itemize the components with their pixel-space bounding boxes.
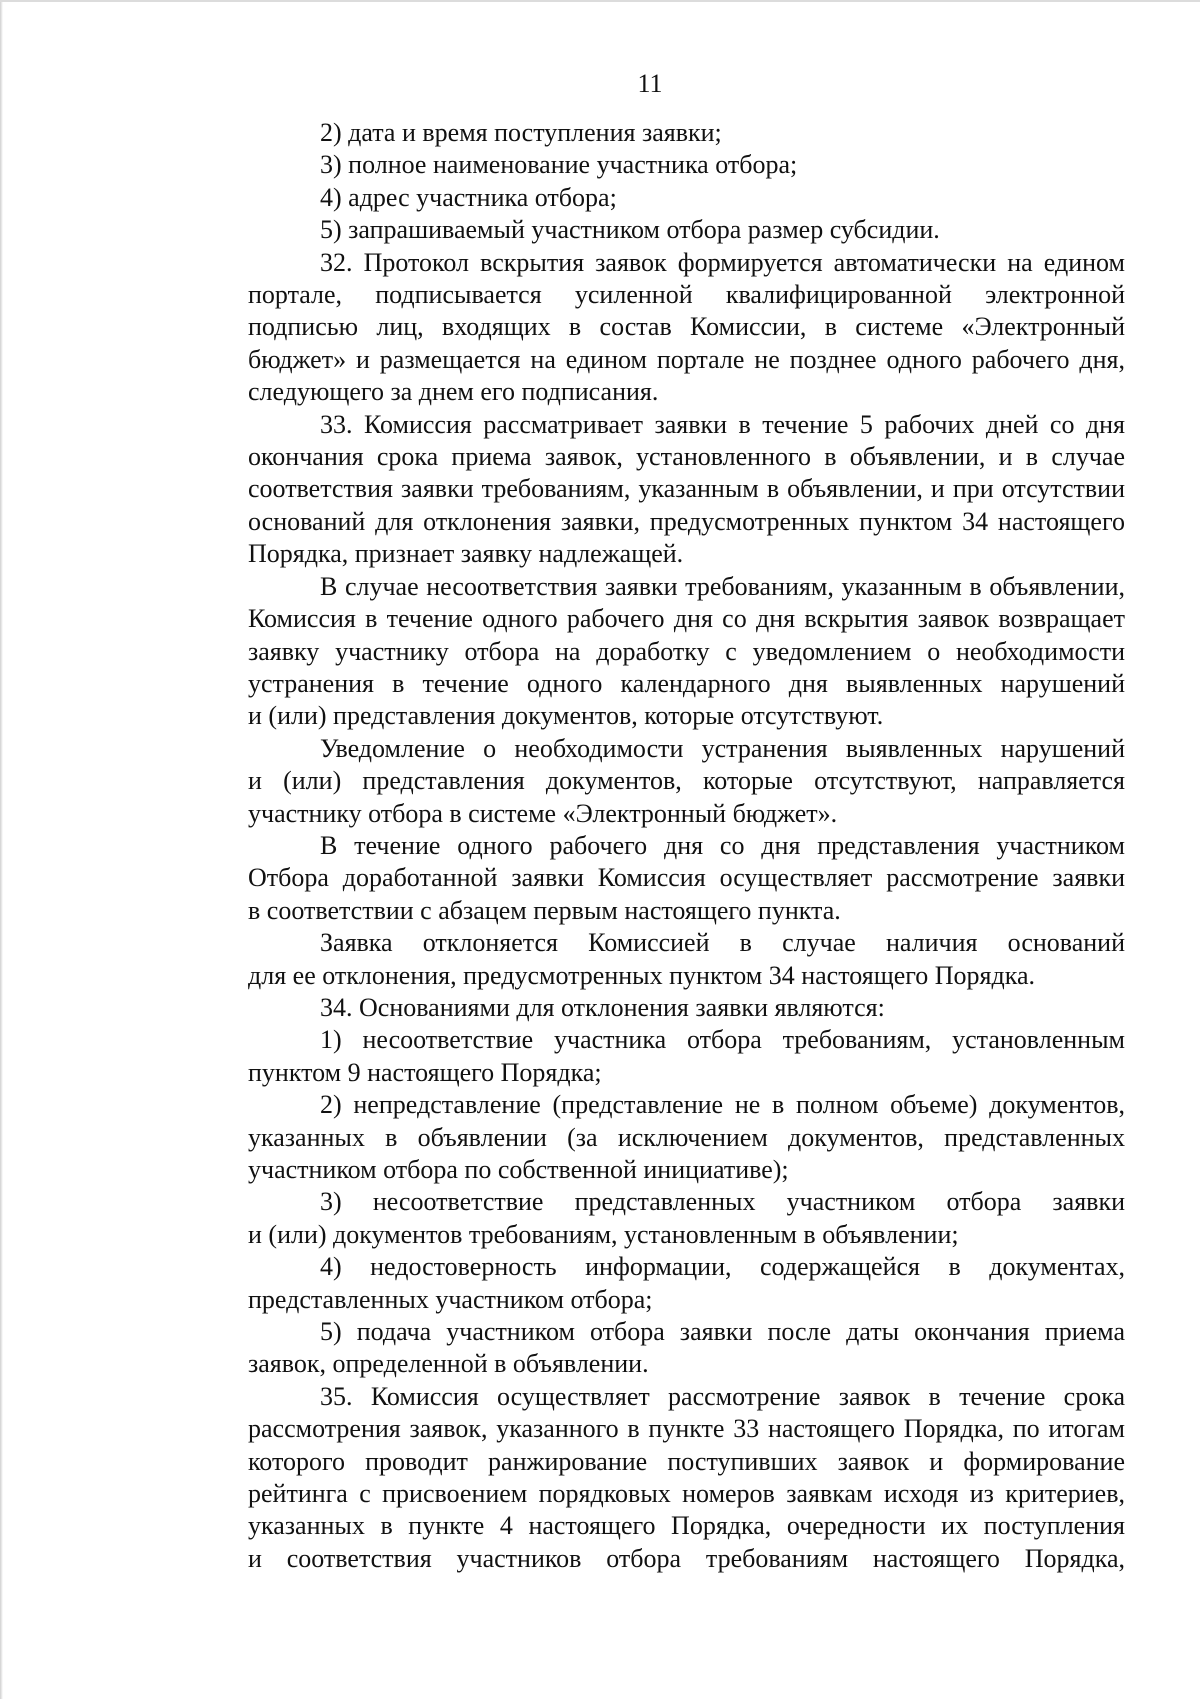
paragraph [176, 409, 1125, 571]
page-number: 11 [637, 69, 663, 98]
text-line: бюджет» и размещается на едином портале не позднее одного рабочего дня, [248, 344, 1125, 374]
text-line: В течение одного рабочего дня со дня представления участником [320, 830, 1125, 860]
scan-edge-left [0, 0, 3, 1699]
text-line: и соответствия участников отбора требованиям настоящего Порядка, [248, 1543, 1125, 1573]
text-line: которого проводит ранжирование поступивших заявок и формирование [248, 1446, 1125, 1476]
text-line: Комиссия в течение одного рабочего дня со дня вскрытия заявок возвращает [248, 604, 1125, 634]
text-line: указанных в пункте 4 настоящего Порядка, очередности их поступления [248, 1511, 1125, 1541]
text-line: рассмотрения заявок, указанного в пункте 33 настоящего Порядка, по итогам [248, 1414, 1125, 1444]
text-line: Заявка отклоняется Комиссией в случае наличия оснований [320, 928, 1125, 958]
text-line: 4) недостоверность информации, содержащейся в документах, [320, 1252, 1125, 1282]
text-line: Отбора доработанной заявки Комиссия осуществляет рассмотрение заявки [248, 863, 1125, 893]
paragraph [176, 182, 1125, 214]
paragraph [176, 1089, 1125, 1186]
text-line: 2) дата и время поступления заявки; [320, 118, 722, 147]
paragraph [176, 1024, 1125, 1089]
paragraph [176, 1381, 1125, 1575]
paragraph [176, 117, 1125, 149]
paragraph [176, 1251, 1125, 1316]
text-line: 5) подача участником отбора заявки после даты окончания приема [320, 1317, 1125, 1347]
text-line: следующего за днем его подписания. [248, 377, 659, 407]
text-line: и (или) представления документов, которые отсутствуют, направляется [248, 766, 1125, 796]
text-line: пунктом 9 настоящего Порядка; [248, 1057, 602, 1087]
text-line: 34. Основаниями для отклонения заявки являются: [320, 992, 885, 1022]
text-line: 4) адрес участника отбора; [320, 182, 617, 212]
text-line: 5) запрашиваемый участником отбора размер субсидии. [320, 215, 940, 245]
text-line: 3) полное наименование участника отбора; [320, 150, 798, 180]
text-line: участнику отбора в системе «Электронный бюджет». [248, 798, 838, 828]
text-line: устранения в течение одного календарного дня выявленных нарушений [248, 668, 1125, 698]
paragraph [176, 1316, 1125, 1381]
text-line: В случае несоответствия заявки требованиям, указанным в объявлении, [320, 571, 1125, 601]
text-line: 35. Комиссия осуществляет рассмотрение заявок в течение срока [320, 1381, 1125, 1411]
paragraph [176, 927, 1125, 992]
text-line: рейтинга с присвоением порядковых номеров заявкам исходя из критериев, [248, 1479, 1125, 1509]
text-line: соответствия заявки требованиям, указанным в объявлении, и при отсутствии [248, 474, 1125, 504]
text-line: портале, подписывается усиленной квалифицированной электронной [248, 280, 1125, 310]
text-line: в соответствии с абзацем первым настоящего пункта. [248, 895, 841, 925]
paragraph [176, 149, 1125, 181]
text-line: Уведомление о необходимости устранения выявленных нарушений [320, 733, 1125, 763]
text-line: и (или) документов требованиям, установленным в объявлении; [248, 1219, 959, 1249]
text-line: 32. Протокол вскрытия заявок формируется автоматически на едином [320, 247, 1125, 277]
text-line: Порядка, признает заявку надлежащей. [248, 539, 684, 569]
text-line: окончания срока приема заявок, установленного в объявлении, и в случае [248, 442, 1125, 472]
paragraph [176, 571, 1125, 733]
text-line: 1) несоответствие участника отбора требованиям, установленным [320, 1025, 1125, 1055]
text-line: заявку участнику отбора на доработку с уведомлением о необходимости [248, 636, 1125, 666]
text-line: заявок, определенной в объявлении. [248, 1349, 649, 1379]
paragraph [176, 733, 1125, 830]
text-line: для ее отклонения, предусмотренных пунктом 34 настоящего Порядка. [248, 960, 1036, 990]
text-line: указанных в объявлении (за исключением документов, представленных [248, 1122, 1125, 1152]
scan-edge-top [0, 0, 1200, 2]
text-line: представленных участником отбора; [248, 1284, 653, 1314]
paragraph [176, 1186, 1125, 1251]
text-line: 33. Комиссия рассматривает заявки в течение 5 рабочих дней со дня [320, 409, 1125, 439]
text-line: 3) несоответствие представленных участником отбора заявки [320, 1187, 1125, 1217]
paragraph [176, 992, 1125, 1024]
text-line: оснований для отклонения заявки, предусмотренных пунктом 34 настоящего [248, 506, 1125, 536]
document-body [176, 117, 1125, 1575]
text-line: 2) непредставление (представление не в полном объеме) документов, [320, 1090, 1125, 1120]
text-line: участником отбора по собственной инициативе); [248, 1155, 789, 1184]
paragraph [176, 247, 1125, 409]
paragraph [176, 830, 1125, 927]
text-line: и (или) представления документов, которые отсутствуют. [248, 701, 884, 731]
paragraph [176, 214, 1125, 246]
text-line: подписью лиц, входящих в состав Комиссии, в системе «Электронный [248, 312, 1125, 342]
